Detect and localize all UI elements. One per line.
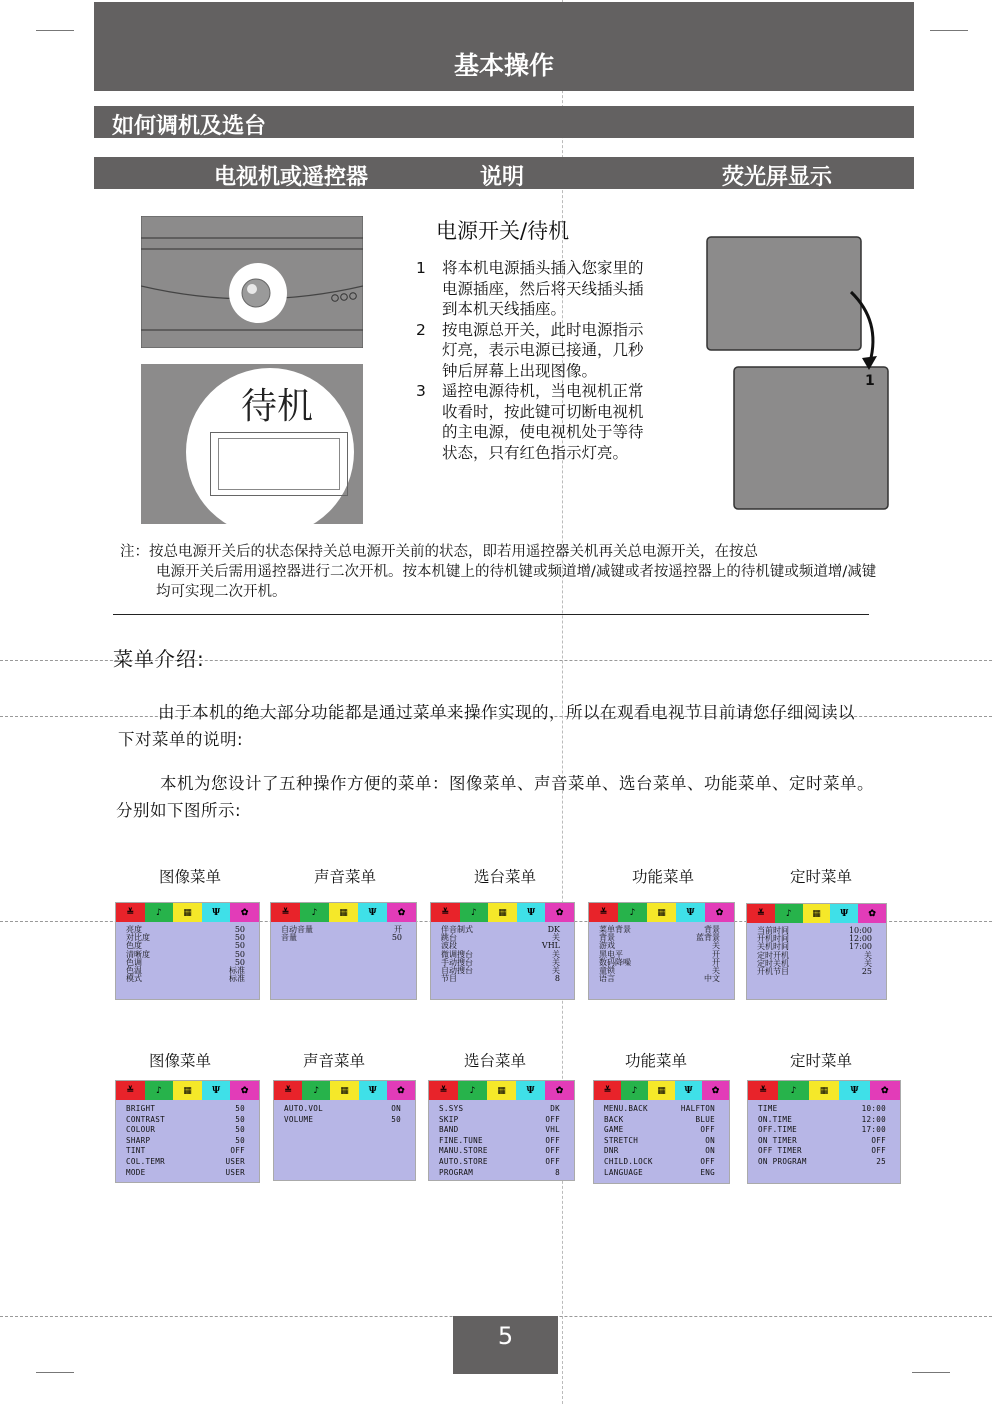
function-tab-icon: Ψ — [202, 1081, 231, 1100]
menu-row-label: STRETCH — [604, 1135, 639, 1145]
menu-row — [758, 1104, 892, 1115]
menu-row-value: 50 — [235, 1114, 245, 1124]
menu-row-value: HALFTON — [680, 1104, 715, 1113]
menu-row-label: CONTRAST — [126, 1114, 165, 1124]
crop-mark — [36, 1372, 74, 1373]
menu-row-value: 标准 — [229, 966, 245, 976]
menu-row-value: 50 — [235, 1125, 245, 1135]
menu-row-label: 黑电平 — [599, 949, 623, 959]
section-bar — [94, 106, 914, 138]
menu-rows — [431, 922, 574, 983]
menu-row-label: GAME — [604, 1125, 624, 1135]
menu-row-value: BLUE — [695, 1114, 715, 1124]
menu-row-value: OFF — [545, 1156, 560, 1166]
channel-tab-icon: ▦ — [803, 904, 831, 923]
menu-row-label: FINE.TUNE — [439, 1135, 483, 1145]
menu-tab-strip — [748, 1081, 900, 1100]
menu-row-label: VOLUME — [284, 1114, 314, 1124]
menu-title: 功能菜单 — [624, 1052, 687, 1070]
menu-row — [439, 1168, 566, 1179]
page-number: 5 — [497, 1322, 514, 1350]
sound-tab-icon: ♪ — [460, 903, 489, 922]
menu-row — [281, 934, 408, 942]
menu-row-value: 50 — [234, 941, 245, 951]
menu-row — [126, 1168, 251, 1179]
step-3: 3 遥控电源待机，当电视机正常收看时，按此键可切断电视机的主电源，使电视机处于等待状态，只有红色指示灯亮。 — [416, 382, 644, 462]
osd-menu — [273, 1080, 416, 1181]
menu-row-value: DK — [547, 925, 560, 934]
picture-tab-icon: ≚ — [429, 1081, 458, 1100]
menu-row — [604, 1157, 721, 1168]
menu-rows — [116, 922, 259, 983]
menu-row-label: 菜单背景 — [599, 925, 631, 934]
section-title: 如何调机及选台 — [112, 114, 267, 139]
menu-tab-strip — [271, 903, 416, 922]
sound-tab-icon: ♪ — [778, 1081, 808, 1100]
channel-tab-icon: ▦ — [487, 1081, 516, 1100]
menu-intro-para1: 由于本机的绝大部分功能都是通过菜单来操作实现的，所以在观看电视节目前请您仔细阅读以下对菜单的说明: — [118, 703, 855, 749]
menu-row — [439, 1115, 566, 1126]
function-tab-icon: Ψ — [516, 1081, 545, 1100]
menu-row-value: 8 — [554, 974, 560, 984]
menu-row-label: 手动搜台 — [441, 957, 473, 967]
channel-tab-icon: ▦ — [173, 1081, 202, 1100]
menu-row-value: 50 — [235, 1104, 245, 1113]
page-title: 基本操作 — [453, 51, 554, 80]
menu-row-value: 50 — [234, 933, 245, 943]
menu-row — [126, 1125, 251, 1136]
menu-row-value: VHL — [545, 1125, 560, 1135]
menu-row-label: LANGUAGE — [604, 1167, 643, 1177]
timer-tab-icon: ✿ — [870, 1081, 900, 1100]
menu-row — [126, 1115, 251, 1126]
menu-row-value: 开 — [712, 957, 720, 967]
function-tab-icon: Ψ — [359, 1081, 387, 1100]
menu-rows — [747, 923, 886, 976]
menu-row-label: 波段 — [441, 941, 457, 951]
menu-row-label: ON TIMER — [758, 1135, 797, 1145]
menu-tab-strip — [747, 904, 886, 923]
menu-row — [599, 934, 726, 942]
menu-row-label: 自动搜台 — [441, 966, 473, 976]
menu-row-label: TIME — [758, 1104, 778, 1113]
menu-row-label: 微调搜台 — [441, 949, 473, 959]
menu-title: 图像菜单 — [148, 1052, 211, 1070]
channel-tab-icon: ▦ — [647, 903, 676, 922]
menu-row — [126, 1157, 251, 1168]
timer-tab-icon: ✿ — [387, 903, 416, 922]
menu-row-value: OFF — [545, 1146, 560, 1156]
timer-tab-icon: ✿ — [230, 903, 259, 922]
menu-title: 功能菜单 — [631, 868, 694, 886]
menu-row-value: 50 — [391, 1114, 401, 1124]
menu-row-label: OFF TIMER — [758, 1146, 802, 1156]
menu-row-label: MODE — [126, 1167, 146, 1177]
menu-row — [126, 1136, 251, 1147]
menu-row-value: 关 — [712, 941, 720, 951]
menu-row — [284, 1115, 407, 1126]
menu-title: 定时菜单 — [789, 868, 852, 886]
menu-row-value: 标准 — [229, 974, 245, 984]
menu-row-value: OFF — [871, 1135, 886, 1145]
menu-intro-heading: 菜单介绍: — [113, 647, 205, 671]
menu-row-value: OFF — [871, 1146, 886, 1156]
menu-row — [439, 1136, 566, 1147]
screen-step-label: 1 — [865, 373, 875, 389]
menu-row-value: 17:00 — [848, 942, 872, 952]
timer-tab-icon: ✿ — [545, 1081, 574, 1100]
menu-row-value: OFF — [545, 1114, 560, 1124]
menu-row-value: ENG — [700, 1167, 715, 1177]
menu-row-label: 对比度 — [126, 933, 150, 943]
menu-row-label: CHILD.LOCK — [604, 1156, 653, 1166]
menu-row-label: 色温 — [126, 966, 142, 976]
menu-row-value: 关 — [552, 957, 560, 967]
menu-row-label: 模式 — [126, 974, 142, 984]
menu-row — [441, 926, 566, 934]
menu-row-label: SKIP — [439, 1114, 459, 1124]
crop-mark — [912, 1372, 950, 1373]
menu-row-label: 亮度 — [126, 925, 142, 934]
function-tab-icon: Ψ — [358, 903, 387, 922]
menu-row-label: 跳台 — [441, 933, 457, 943]
function-tab-icon: Ψ — [675, 1081, 702, 1100]
crop-mark — [36, 30, 74, 31]
menu-row-label: PROGRAM — [439, 1167, 474, 1177]
sound-tab-icon: ♪ — [621, 1081, 648, 1100]
menu-row-label: AUTO.STORE — [439, 1156, 488, 1166]
sound-tab-icon: ♪ — [145, 1081, 174, 1100]
menu-row — [126, 934, 251, 942]
menu-tab-strip — [116, 903, 259, 922]
osd-menu — [747, 1080, 901, 1184]
menu-row-value: 17:00 — [861, 1125, 886, 1135]
menu-rows — [274, 1100, 415, 1125]
menu-row — [757, 968, 878, 976]
menu-row-label: TINT — [126, 1146, 146, 1156]
menu-row — [604, 1104, 721, 1115]
menu-intro-para2: 本机为您设计了五种操作方便的菜单：图像菜单、声音菜单、选台菜单、功能菜单、定时菜单。分别如下图所示: — [116, 774, 874, 820]
timer-tab-icon: ✿ — [705, 903, 734, 922]
menu-row-label: 当前时间 — [757, 926, 789, 935]
menu-row-value: 25 — [861, 967, 872, 977]
menu-row-value: 背景 — [704, 925, 720, 934]
column-display: 荧光屏显示 — [722, 165, 833, 190]
menu-rows — [589, 922, 734, 983]
menu-title: 图像菜单 — [158, 868, 221, 886]
menu-row-value: 10:00 — [848, 926, 872, 935]
column-desc: 说明 — [480, 165, 525, 190]
menu-rows — [748, 1100, 900, 1168]
menu-row-value: 12:00 — [848, 934, 872, 944]
menu-row — [439, 1125, 566, 1136]
menu-rows — [429, 1100, 574, 1178]
menu-row — [281, 926, 408, 934]
menu-row — [439, 1104, 566, 1115]
power-note: 注：按总电源开关后的状态保持关总电源开关前的状态，即若用遥控器关机再关总电源开关，在按总 电源开关后需用遥控器进行二次开机。按本机键上的待机键或频道增/减键或者按遥控器上的待机键或频道增/减键均可实现二次开机。 — [120, 544, 877, 600]
channel-tab-icon: ▦ — [173, 903, 202, 922]
osd-menu — [115, 1080, 260, 1183]
menu-row-label: 清晰度 — [126, 949, 150, 959]
standby-screen-inner — [218, 438, 340, 490]
menu-row-value: 50 — [235, 1135, 245, 1145]
timer-tab-icon: ✿ — [387, 1081, 415, 1100]
menu-row — [604, 1146, 721, 1157]
tv-front-panel-illustration — [141, 216, 363, 348]
menu-row-label: 童锁 — [599, 966, 615, 976]
menu-row-value: 关 — [712, 966, 720, 976]
menu-row-label: BAND — [439, 1125, 459, 1135]
sound-tab-icon: ♪ — [300, 903, 329, 922]
menu-row-label: 定时开机 — [757, 950, 789, 960]
menu-row — [758, 1146, 892, 1157]
menu-row — [604, 1168, 721, 1179]
menu-row-value: 10:00 — [861, 1104, 886, 1113]
menu-row-label: 开机时间 — [757, 934, 789, 944]
osd-menu — [115, 902, 260, 1000]
menu-row-value: 50 — [234, 957, 245, 967]
menu-row-label: MANU.STORE — [439, 1146, 488, 1156]
menu-row-value: 关 — [552, 966, 560, 976]
menu-row-label: SHARP — [126, 1135, 151, 1145]
osd-menu — [270, 902, 417, 1000]
menu-row-label: 定时关机 — [757, 958, 789, 968]
menu-title: 选台菜单 — [463, 1052, 526, 1070]
menu-row-value: OFF — [700, 1125, 715, 1135]
menu-rows — [271, 922, 416, 942]
menu-row-value: 蓝背景 — [696, 933, 720, 943]
menu-row-label: BACK — [604, 1114, 624, 1124]
function-tab-icon: Ψ — [202, 903, 231, 922]
menu-row-value: USER — [225, 1156, 245, 1166]
power-steps — [416, 258, 656, 463]
menu-row-label: 语言 — [599, 974, 615, 984]
menu-row-label: 自动音量 — [281, 925, 313, 934]
sound-tab-icon: ♪ — [618, 903, 647, 922]
menu-row-value: 关 — [552, 933, 560, 943]
menu-row — [758, 1125, 892, 1136]
menu-row-value: OFF — [230, 1146, 245, 1156]
menu-rows — [594, 1100, 729, 1178]
menu-row-label: COL.TEMR — [126, 1156, 165, 1166]
channel-tab-icon: ▦ — [809, 1081, 839, 1100]
picture-tab-icon: ≚ — [431, 903, 460, 922]
osd-menu — [428, 1080, 575, 1181]
picture-tab-icon: ≚ — [747, 904, 775, 923]
sound-tab-icon: ♪ — [302, 1081, 330, 1100]
channel-tab-icon: ▦ — [488, 903, 517, 922]
timer-tab-icon: ✿ — [545, 903, 574, 922]
menu-row-value: USER — [225, 1167, 245, 1177]
menu-title: 定时菜单 — [789, 1052, 852, 1070]
channel-tab-icon: ▦ — [329, 903, 358, 922]
menu-row-label: 关机时间 — [757, 942, 789, 952]
menu-tab-strip — [594, 1081, 729, 1100]
function-tab-icon: Ψ — [830, 904, 858, 923]
standby-illustration — [141, 364, 363, 524]
picture-tab-icon: ≚ — [274, 1081, 302, 1100]
step-1: 1 将本机电源插头插入您家里的电源插座，然后将天线插头插到本机天线插座。 — [416, 259, 644, 318]
screen-display-illustration — [705, 236, 890, 511]
menu-tab-strip — [589, 903, 734, 922]
menu-row — [599, 975, 726, 983]
menu-row-label: 数码降噪 — [599, 957, 631, 967]
picture-tab-icon: ≚ — [116, 903, 145, 922]
osd-menu — [746, 903, 887, 1000]
menu-row-label: 游戏 — [599, 941, 615, 951]
menu-row-value: DK — [550, 1104, 560, 1113]
osd-menu — [430, 902, 575, 1000]
step-2: 2 按电源总开关，此时电源指示灯亮，表示电源已接通，几秒钟后屏幕上出现图像。 — [416, 320, 644, 380]
menu-row-value: 中文 — [704, 974, 720, 984]
timer-tab-icon: ✿ — [702, 1081, 729, 1100]
menu-row-value: OFF — [700, 1156, 715, 1166]
function-tab-icon: Ψ — [517, 903, 546, 922]
menu-row-label: ON PROGRAM — [758, 1156, 807, 1166]
timer-tab-icon: ✿ — [230, 1081, 259, 1100]
menu-row-value: 开 — [712, 949, 720, 959]
power-title: 电源开关/待机 — [436, 219, 570, 243]
sound-tab-icon: ♪ — [145, 903, 174, 922]
menu-row-value: 50 — [234, 925, 245, 934]
menu-row — [126, 1104, 251, 1115]
menu-row-label: 伴音制式 — [441, 925, 473, 934]
menu-tab-strip — [274, 1081, 415, 1100]
crop-mark — [930, 30, 968, 31]
menu-row-label: 色调 — [126, 957, 142, 967]
menu-row-value: 关 — [864, 958, 872, 968]
menu-row-label: 色度 — [126, 941, 142, 951]
divider — [113, 614, 869, 615]
menu-row-label: 开机节目 — [757, 967, 789, 977]
menu-row-label: 节目 — [441, 974, 457, 984]
osd-menu — [593, 1080, 730, 1184]
menu-row — [439, 1157, 566, 1168]
menu-tab-strip — [116, 1081, 259, 1100]
menu-row — [126, 975, 251, 983]
picture-tab-icon: ≚ — [271, 903, 300, 922]
menu-tab-strip — [431, 903, 574, 922]
menu-row-label: AUTO.VOL — [284, 1104, 323, 1113]
menu-row — [604, 1136, 721, 1147]
menu-row — [758, 1136, 892, 1147]
page-number-box — [453, 1316, 558, 1374]
menu-row-value: ON — [705, 1135, 715, 1145]
column-tv: 电视机或遥控器 — [214, 165, 369, 190]
menu-row-value: 8 — [555, 1167, 560, 1177]
sound-tab-icon: ♪ — [458, 1081, 487, 1100]
sound-tab-icon: ♪ — [775, 904, 803, 923]
standby-label: 待机 — [241, 386, 314, 427]
menu-row — [126, 1146, 251, 1157]
menu-row-value: VHL — [541, 941, 560, 951]
menu-row-label: 音量 — [281, 933, 297, 943]
menu-tab-strip — [429, 1081, 574, 1100]
menu-row-value: 关 — [864, 950, 872, 960]
menu-rows — [116, 1100, 259, 1178]
menu-row — [439, 1146, 566, 1157]
picture-tab-icon: ≚ — [589, 903, 618, 922]
menu-row — [758, 1157, 892, 1168]
menu-row-label: S.SYS — [439, 1104, 464, 1113]
menu-row-value: 开 — [394, 925, 402, 934]
menu-row-label: COLOUR — [126, 1125, 156, 1135]
menu-row-label: BRIGHT — [126, 1104, 156, 1113]
menu-row-value: 12:00 — [861, 1114, 886, 1124]
menu-row — [441, 975, 566, 983]
menu-row-label: DNR — [604, 1146, 619, 1156]
menu-row-value: 25 — [876, 1156, 886, 1166]
menu-row-value: 50 — [391, 933, 402, 943]
picture-tab-icon: ≚ — [594, 1081, 621, 1100]
picture-tab-icon: ≚ — [116, 1081, 145, 1100]
function-tab-icon: Ψ — [839, 1081, 869, 1100]
menu-row-label: OFF.TIME — [758, 1125, 797, 1135]
menu-title: 声音菜单 — [302, 1052, 365, 1070]
channel-tab-icon: ▦ — [330, 1081, 358, 1100]
menu-row-value: 关 — [552, 949, 560, 959]
page-header — [94, 2, 914, 91]
menu-title: 声音菜单 — [313, 868, 376, 886]
menu-row — [758, 1115, 892, 1126]
menu-row-label: 背景 — [599, 933, 615, 943]
function-tab-icon: Ψ — [676, 903, 705, 922]
osd-menu — [588, 902, 735, 1000]
menu-row-label: ON.TIME — [758, 1114, 793, 1124]
menu-row — [599, 959, 726, 967]
menu-row-value: ON — [705, 1146, 715, 1156]
menu-row — [604, 1115, 721, 1126]
menu-row-value: OFF — [545, 1135, 560, 1145]
menu-title: 选台菜单 — [473, 868, 536, 886]
menu-row-value: ON — [391, 1104, 401, 1113]
menu-row — [441, 967, 566, 975]
channel-tab-icon: ▦ — [648, 1081, 675, 1100]
timer-tab-icon: ✿ — [858, 904, 886, 923]
menu-row-value: 50 — [234, 949, 245, 959]
menu-row — [126, 951, 251, 959]
menu-row-label: MENU.BACK — [604, 1104, 648, 1113]
menu-row — [604, 1125, 721, 1136]
menu-row — [284, 1104, 407, 1115]
picture-tab-icon: ≚ — [748, 1081, 778, 1100]
